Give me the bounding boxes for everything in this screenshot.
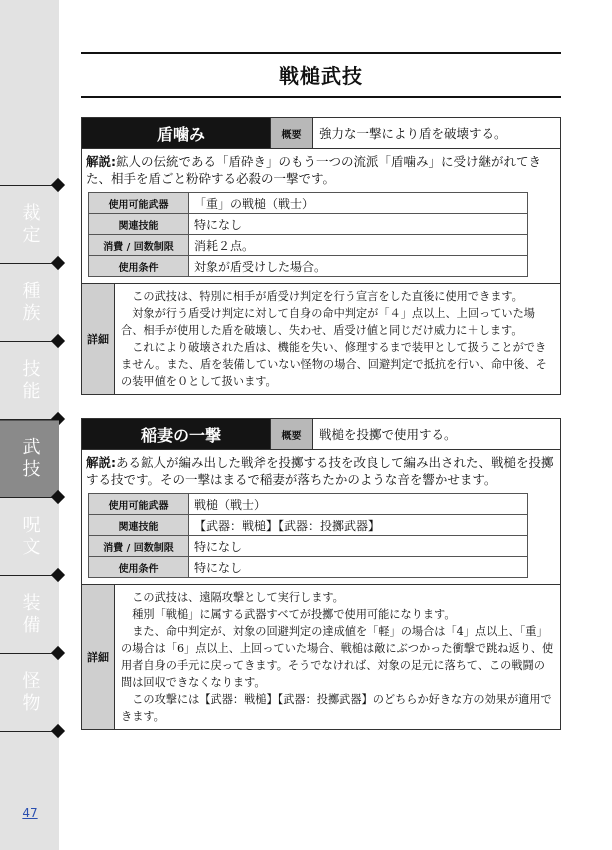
tab-label: 種族 (19, 281, 41, 325)
tab-spells[interactable] (0, 498, 59, 576)
skill-name: 盾噛み (82, 118, 270, 148)
tab-equipment[interactable] (0, 576, 59, 654)
condition-label: 使用条件 (89, 557, 189, 578)
related-skill-label: 関連技能 (89, 515, 189, 536)
tab-skills[interactable] (0, 342, 59, 420)
tab-label: 怪物 (19, 671, 41, 715)
explanation-text: ある鉱人が編み出した戦斧を投擲する技を改良して編み出された、戦槌を投擲する技です。その一撃はまるで稲妻が落ちたかのような音を響かせます。 (86, 455, 554, 487)
tab-ruling[interactable] (0, 186, 59, 264)
skill-stats-table (88, 493, 528, 578)
detail-paragraph: この攻撃には【武器：戦槌】【武器：投擲武器】のどちらか好きな方の効果が適用できます。 (121, 693, 552, 723)
related-skill-label: 関連技能 (89, 214, 189, 235)
title-rule-bottom (81, 96, 561, 98)
detail-paragraph: この武技は、遠隔攻撃として実行します。 (132, 591, 344, 604)
table-row (89, 214, 528, 235)
cost-value: 特になし (189, 536, 528, 557)
related-skill-value: 【武器：戦槌】【武器：投擲武器】 (189, 515, 528, 536)
condition-value: 対象が盾受けした場合。 (189, 256, 528, 277)
skill-stats-table (88, 192, 528, 277)
cost-label: 消費 / 回数制限 (89, 235, 189, 256)
table-row (89, 536, 528, 557)
detail-text (115, 585, 560, 729)
weapon-value: 戦槌（戦士） (189, 494, 528, 515)
title-rule-top (81, 52, 561, 54)
condition-label: 使用条件 (89, 256, 189, 277)
detail-paragraph: これにより破壊された盾は、機能を失い、修理するまで装甲として扱うことができません。また、盾を装備していない怪物の場合、回避判定で抵抗を行い、命中後、その装甲値を０として扱います。 (121, 341, 547, 388)
page-title: 戦槌武技 (279, 64, 363, 88)
skill-block (81, 117, 561, 395)
condition-value: 特になし (189, 557, 528, 578)
detail-paragraph: 対象が行う盾受け判定に対して自身の命中判定が「４」点以上、上回っていた場合、相手が使用した盾を破壊し、失わせ、盾受け値と同じだけ威力に＋します。 (121, 307, 535, 337)
table-row (89, 557, 528, 578)
skill-detail (82, 283, 560, 394)
skill-header (82, 419, 560, 450)
table-row (89, 235, 528, 256)
table-row (89, 256, 528, 277)
tab-monsters[interactable] (0, 654, 59, 732)
skill-name: 稲妻の一撃 (82, 419, 270, 449)
tab-label: 呪文 (19, 515, 41, 559)
table-row (89, 193, 528, 214)
explanation-label: 解説: (86, 154, 116, 169)
tab-race[interactable] (0, 264, 59, 342)
detail-paragraph: また、命中判定が、対象の回避判定の達成値を「軽」の場合は「4」点以上、「重」の場合は「6」点以上、上回っていた場合、戦槌は敵にぶつかった衝撃で跳ね返り、使用者自身の手元に戻ってきます。そうでなければ、対象の足元に落ちて、この戦闘の間は回収できなくなります。 (121, 625, 554, 689)
weapon-label: 使用可能武器 (89, 494, 189, 515)
weapon-value: 「重」の戦槌（戦士） (189, 193, 528, 214)
skill-summary: 強力な一撃により盾を破壊する。 (319, 126, 507, 141)
weapon-label: 使用可能武器 (89, 193, 189, 214)
skill-explanation (82, 149, 560, 190)
chapter-sidebar (0, 0, 59, 850)
summary-label: 概要 (270, 419, 313, 449)
tab-label: 装備 (19, 593, 41, 637)
page-number[interactable]: 47 (22, 806, 38, 820)
cost-label: 消費 / 回数制限 (89, 536, 189, 557)
explanation-text: 鉱人の伝統である「盾砕き」のもう一つの流派「盾噛み」に受け継がれてきた、相手を盾ごと粉砕する必殺の一撃です。 (86, 154, 542, 186)
cost-value: 消耗２点。 (189, 235, 528, 256)
table-row (89, 494, 528, 515)
tab-label: 武技 (19, 437, 41, 481)
detail-label: 詳細 (82, 284, 115, 394)
detail-paragraph: この武技は、特別に相手が盾受け判定を行う宣言をした直後に使用できます。 (132, 290, 523, 303)
detail-paragraph: 種別「戦槌」に属する武器すべてが投擲で使用可能になります。 (132, 608, 456, 621)
detail-text (115, 284, 560, 394)
summary-label: 概要 (270, 118, 313, 148)
tab-martial-arts[interactable] (0, 420, 59, 498)
tab-label: 裁定 (19, 203, 41, 247)
tab-label: 技能 (19, 359, 41, 403)
skill-summary: 戦槌を投擲で使用する。 (319, 427, 457, 442)
related-skill-value: 特になし (189, 214, 528, 235)
explanation-label: 解説: (86, 455, 116, 470)
detail-label: 詳細 (82, 585, 115, 729)
skill-header (82, 118, 560, 149)
skill-block (81, 418, 561, 730)
skill-explanation (82, 450, 560, 491)
skill-detail (82, 584, 560, 729)
table-row (89, 515, 528, 536)
